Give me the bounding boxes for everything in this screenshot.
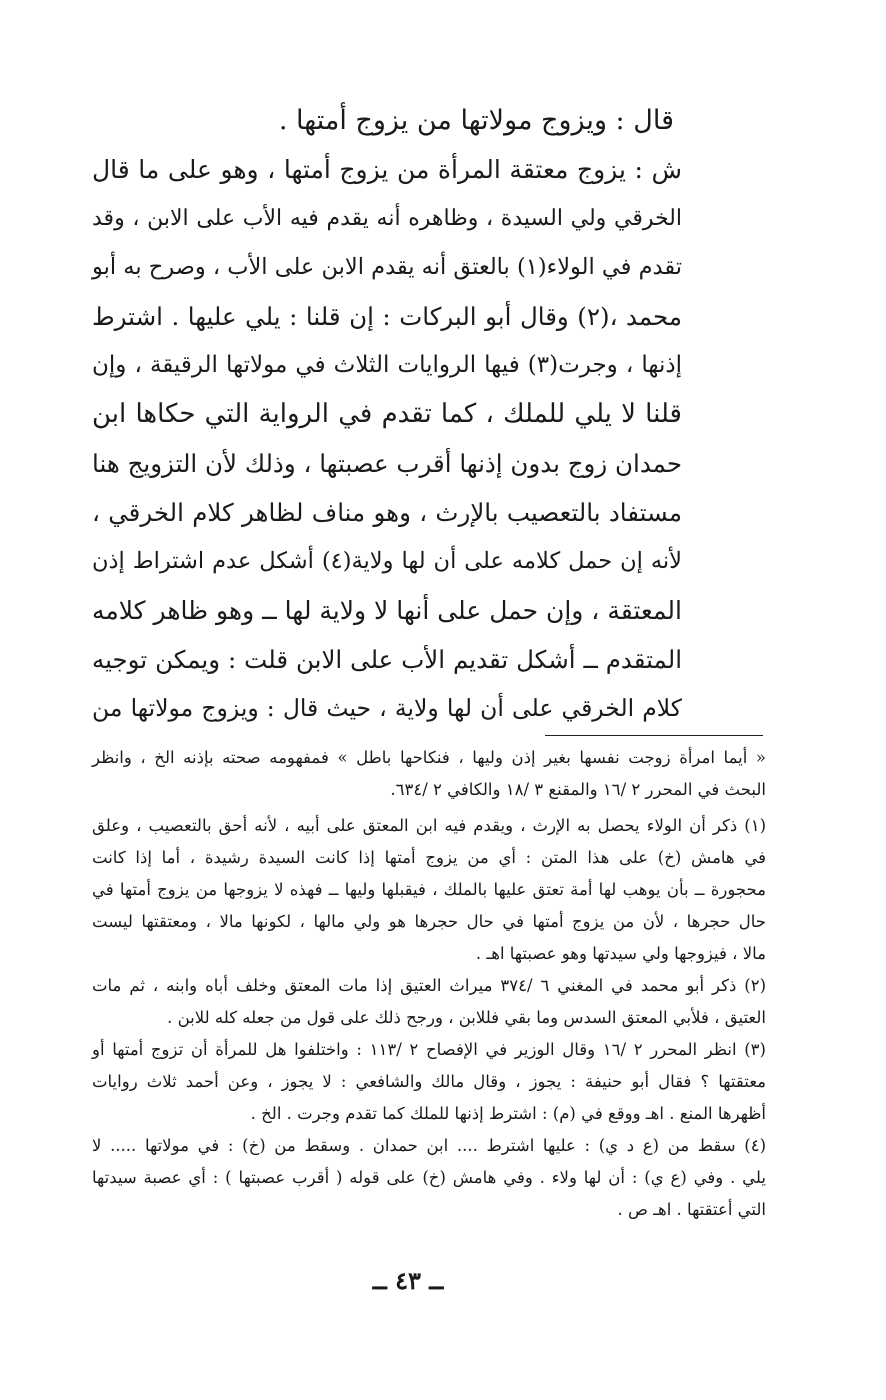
footnote-line: البحث في المحرر ٢ /١٦ والمقنع ٣ /١٨ والكافي ٢ /٦٣٤.: [390, 780, 766, 799]
footnote-line: التي أعتقتها . اهـ ص .: [617, 1200, 766, 1219]
page-number: ــ ٤٣ ــ: [372, 1266, 444, 1295]
text-line: ش : يزوج معتقة المرأة من يزوج أمتها ، وهو على ما قال: [92, 155, 682, 184]
text-line: لأنه إن حمل كلامه على أن لها ولاية(٤) أشكل عدم اشتراط إذن: [92, 548, 682, 574]
text-line: مستفاد بالتعصيب بالإرث ، وهو مناف لظاهر كلام الخرقي ،: [92, 498, 682, 527]
footnotes: [92, 742, 766, 1226]
footnote-line: في هامش (خ) على هذا المتن : أي من يزوج أمتها إذا كانت السيدة رشيدة ، أما إذا كانت: [92, 848, 766, 867]
footnote-line: (١) ذكر أن الولاء يحصل به الإرث ، ويقدم فيه ابن المعتق على أبيه ، لأنه أحق بالتعصيب ، وعلق: [92, 816, 766, 835]
footnote-line: (٤) سقط من (ع د ي) : عليها اشترط .... ابن حمدان . وسقط من (خ) : في مولاتها ..... لا: [92, 1136, 766, 1155]
text-line: المعتقة ، وإن حمل على أنها لا ولاية لها ــ وهو ظاهر كلامه: [91, 596, 682, 625]
footnote-line: معتقتها ؟ فقال أبو حنيفة : يجوز ، وقال مالك والشافعي : لا يجوز ، وعن أحمد ثلاث روايات: [92, 1072, 766, 1091]
footnote-line: « أيما امرأة زوجت نفسها بغير إذن وليها ، فنكاحها باطل » فمفهومه صحته بإذنه الخ ، وانظر: [92, 748, 766, 767]
footnote-line: يلي . وفي (ع ي) : أن لها ولاء . وفي هامش (خ) على قوله ( أقرب عصبتها ) : أي عصبة سيدتها: [92, 1168, 766, 1187]
main-text: [92, 96, 682, 733]
footnote-line: العتيق ، فلأبي المعتق السدس وما بقي فللابن ، ورجح ذلك على قول من جعله كله للابن .: [167, 1008, 766, 1027]
footnote-line: أظهرها المنع . اهـ ووقع في (م) : اشترط إذنها للملك كما تقدم وجرت . الخ .: [250, 1104, 766, 1123]
footnote-line: (٣) انظر المحرر ٢ /١٦ وقال الوزير في الإفصاح ٢ /١١٣ : واختلفوا هل للمرأة أن تزوج أمتها أو: [92, 1040, 766, 1059]
text-line: قلنا لا يلي للملك ، كما تقدم في الرواية التي حكاها ابن: [92, 399, 682, 429]
text-line: حمدان زوج بدون إذنها أقرب عصبتها ، وذلك لأن التزويج هنا: [92, 449, 682, 478]
footnote-line: محجورة ــ بأن يوهب لها أمة تعتق عليها بالملك ، فيقبلها وليها ــ فهذه لا يزوجها من يزوج أمتها في: [92, 880, 766, 899]
text-line: كلام الخرقي على أن لها ولاية ، حيث قال : ويزوج مولاتها من: [92, 694, 682, 722]
text-line: إذنها ، وجرت(٣) فيها الروايات الثلاث في مولاتها الرقيقة ، وإن: [92, 352, 682, 378]
text-line: الخرقي ولي السيدة ، وظاهره أنه يقدم فيه الأب على الابن ، وقد: [92, 206, 682, 231]
footnote-line: (٢) ذكر أبو محمد في المغني ٦ /٣٧٤ ميراث العتيق إذا مات المعتق وخلف أباه وابنه ، ثم مات: [92, 976, 766, 995]
footnote-line: مالا ، فيزوجها ولي سيدتها وهو عصبتها اهـ .: [475, 944, 766, 963]
text-line: المتقدم ــ أشكل تقديم الأب على الابن قلت : ويمكن توجيه: [92, 645, 682, 674]
text-line: تقدم في الولاء(١) بالعتق أنه يقدم الابن على الأب ، وصرح به أبو: [92, 254, 682, 280]
footnote-separator: [545, 735, 763, 736]
text-line: قال : ويزوج مولاتها من يزوج أمتها .: [278, 105, 674, 136]
text-line: محمد ،(٢) وقال أبو البركات : إن قلنا : يلي عليها . اشترط: [92, 302, 682, 331]
footnote-line: حال حجرها ، لأن من يزوج أمتها في حال حجرها هو ولي مالها ، لكونها مالا ، ومعتقتها ليست: [92, 912, 766, 931]
